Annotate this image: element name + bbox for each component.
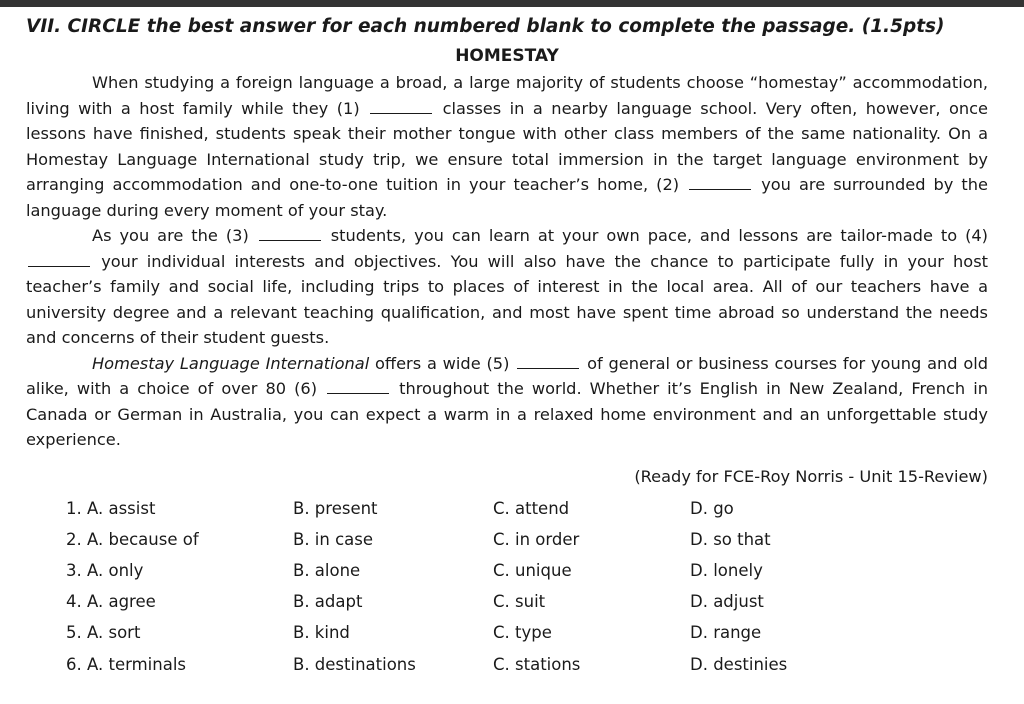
option-4b[interactable]: B. adapt [293,592,363,612]
option-5d[interactable]: D. range [690,623,762,643]
exercise-title: VII. CIRCLE the best answer for each numbered blank to complete the passage. (1.5pts) [26,16,945,37]
blank-5 [517,354,579,369]
blank-3 [259,226,321,241]
option-6d[interactable]: D. destinies [690,654,788,674]
paragraph-2-part-2: students, you can learn at your own pace, and lessons are tailor-made to (4) [330,226,988,245]
option-2c[interactable]: C. in order [493,529,580,549]
paragraph-3-part-2: of general or business courses for young and old alike, with a choice of over 80 (6) [26,353,989,398]
option-1c[interactable]: C. attend [493,498,570,518]
option-1d[interactable]: D. go [690,498,734,518]
option-5b[interactable]: B. kind [293,623,350,643]
paragraph-3-italic: Homestay Language International [92,353,370,373]
paragraph-1-part-3: you are surrounded by the language during every moment of your stay. [26,175,988,220]
paragraph-1 [26,70,988,223]
option-3a[interactable]: 3. A. only [66,560,144,580]
question-row-3 [66,555,988,586]
option-2b[interactable]: B. in case [293,529,374,549]
option-3d[interactable]: D. lonely [690,560,763,580]
option-3b[interactable]: B. alone [293,560,361,580]
option-4d[interactable]: D. adjust [690,592,764,612]
option-3c[interactable]: C. unique [493,560,572,580]
paragraph-2-part-3: your individual interests and objectives. You will also have the chance to participate fully in your host teacher’s family and social life, including trips to places of interest in the local area. All of our teachers have a university degree and a relevant teaching qualification, and most have spent time abroad so understand the needs and concerns of their student guests. [26,251,988,347]
blank-1 [370,99,432,114]
option-5a[interactable]: 5. A. sort [66,623,141,643]
paragraph-2 [26,223,988,351]
answer-options [66,493,988,680]
top-border [0,0,1024,7]
paragraph-1-part-1: When studying a foreign language a broad, a large majority of students choose “homestay” accommodation, living with a host family while they (1) [26,73,988,118]
blank-4 [28,252,90,267]
option-6b[interactable]: B. destinations [293,654,416,674]
question-row-2 [66,524,988,555]
question-row-1 [66,493,988,524]
option-2d[interactable]: D. so that [690,529,771,549]
worksheet-page [26,14,988,680]
blank-2 [689,175,751,190]
paragraph-3 [26,351,988,453]
paragraph-2-part-1: As you are the (3) [92,226,249,245]
question-row-4 [66,586,988,617]
blank-6 [327,379,389,394]
option-4c[interactable]: C. suit [493,592,546,612]
question-row-5 [66,617,988,648]
option-1a[interactable]: 1. A. assist [66,498,156,518]
option-6c[interactable]: C. stations [493,654,581,674]
option-2a[interactable]: 2. A. because of [66,529,199,549]
option-6a[interactable]: 6. A. terminals [66,654,186,674]
option-5c[interactable]: C. type [493,623,552,643]
paragraph-3-part-3: throughout the world. Whether it’s English in New Zealand, French in Canada or German in Australia, you can expect a warm in a relaxed home environment and an unforgettable study experience. [26,379,988,449]
passage [26,70,988,453]
passage-title: HOMESTAY [455,46,559,66]
option-1b[interactable]: B. present [293,498,378,518]
source-citation: (Ready for FCE-Roy Norris - Unit 15-Review) [634,466,988,486]
paragraph-3-part-1: offers a wide (5) [375,353,510,373]
paragraph-1-part-2: classes in a nearby language school. Very often, however, once lessons have finished, students speak their mother tongue with other class members of the same nationality. On a Homestay Language International study trip, we ensure total immersion in the target language environment by arranging accommodation and one-to-one tuition in your teacher’s home, (2) [26,98,988,194]
option-4a[interactable]: 4. A. agree [66,592,156,612]
question-row-6 [66,648,988,679]
